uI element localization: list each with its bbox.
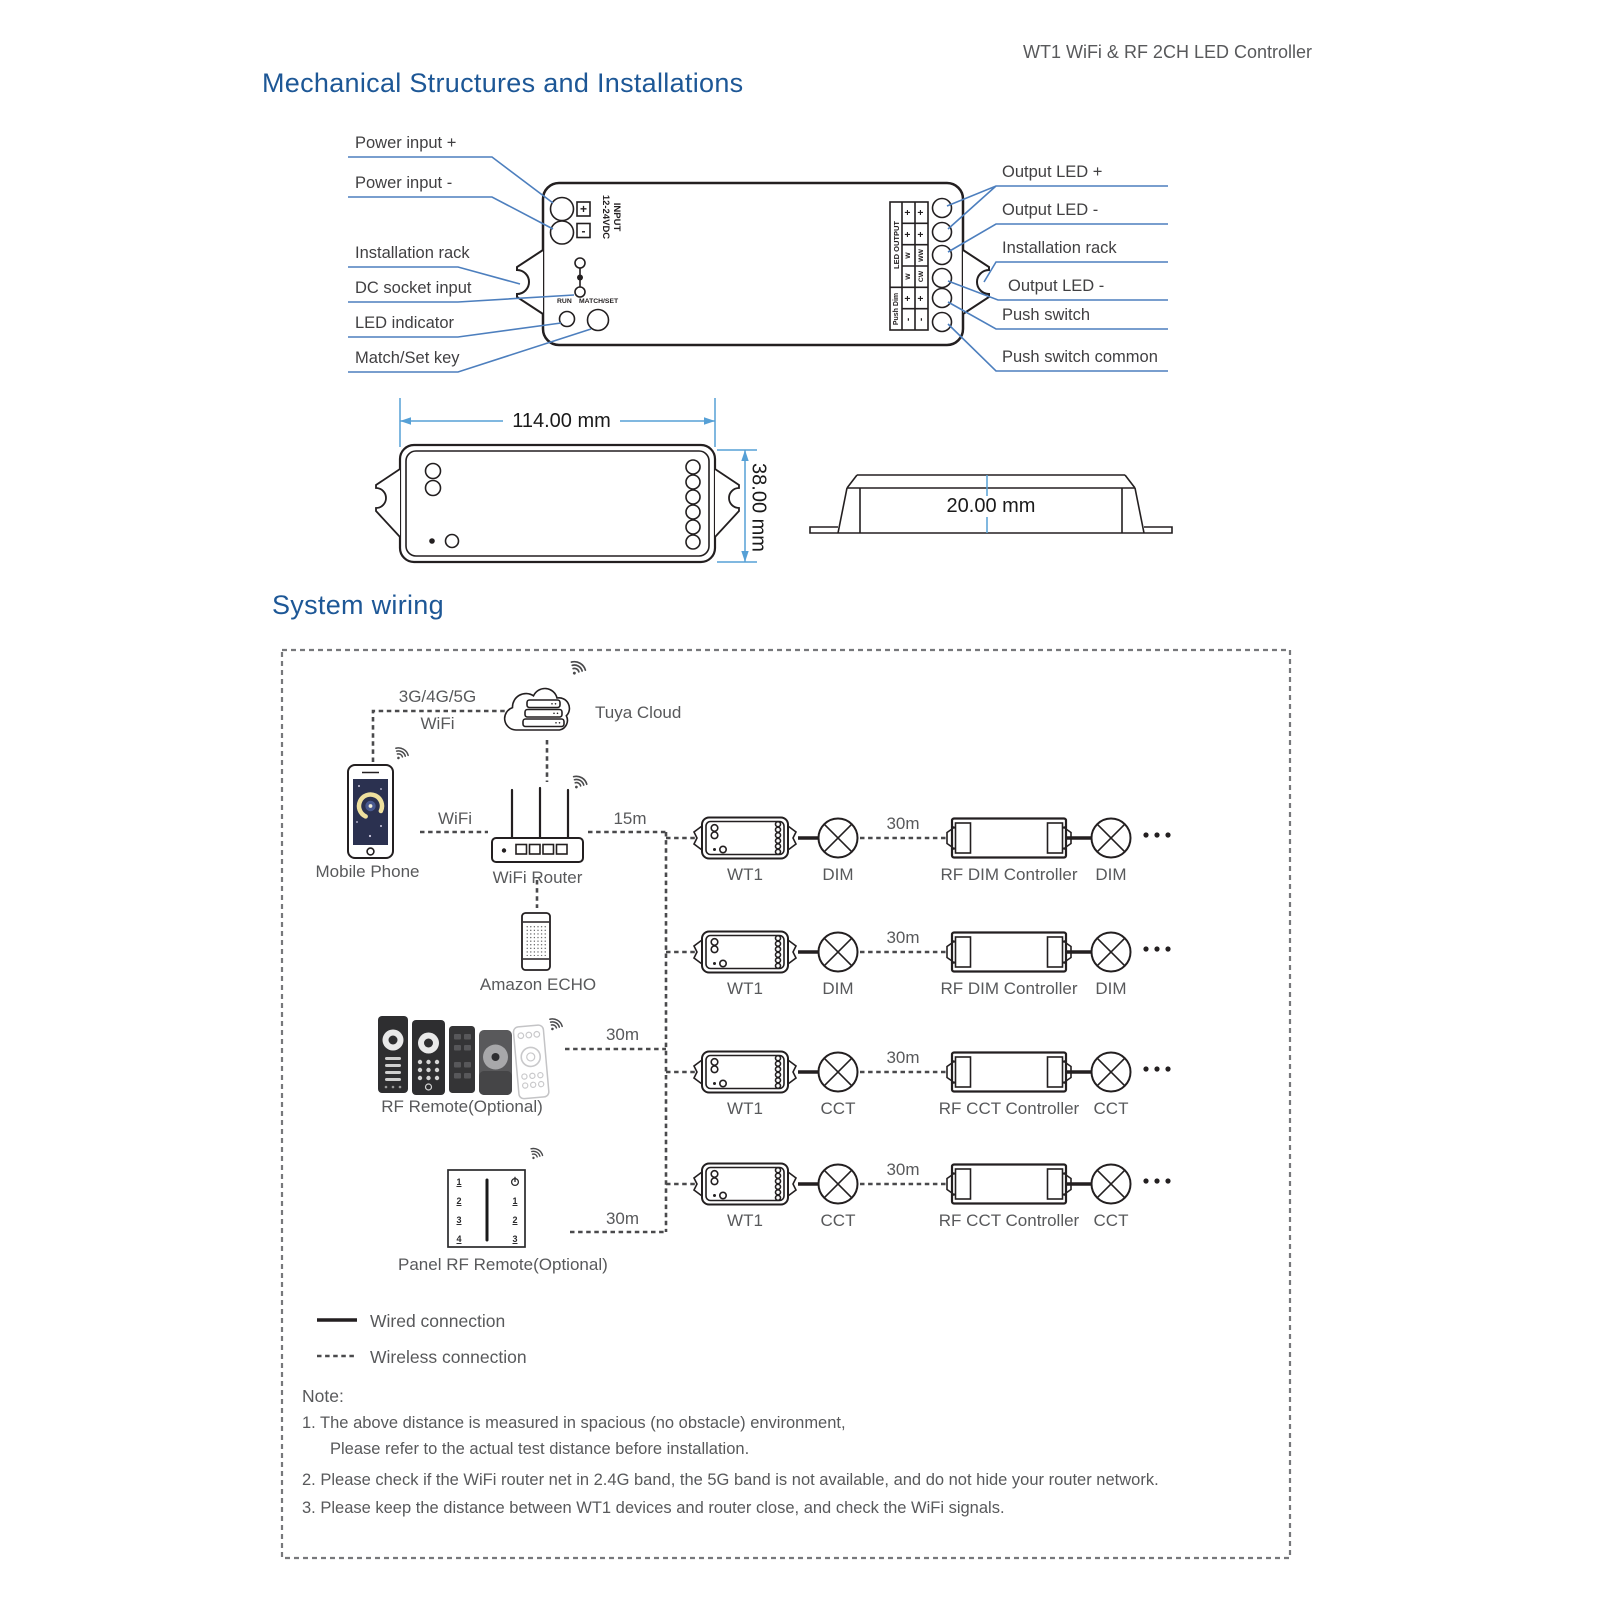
callout-led-indicator: LED indicator [355, 314, 455, 332]
note-title: Note: [302, 1386, 344, 1406]
wt1-label: WT1 [727, 1099, 763, 1118]
terminal-cell: + [903, 295, 914, 302]
wt1-label: WT1 [727, 1211, 763, 1230]
mobile-phone-icon [348, 746, 410, 858]
callout-dc-socket-input: DC socket input [355, 279, 472, 297]
lamp-label: CCT [820, 1211, 856, 1230]
push-dim-label: Push Dim [892, 292, 900, 325]
tuya-cloud-icon [505, 659, 587, 730]
row-distance-label: 30m [886, 1048, 920, 1067]
terminal-cell: + [903, 209, 914, 216]
terminal-cell: W [905, 273, 912, 280]
lamp-label: DIM [1095, 979, 1127, 998]
callout-output-led-minus-2: Output LED - [1008, 277, 1105, 295]
panel-key: 4 [456, 1234, 462, 1244]
lamp-label: CCT [820, 1099, 856, 1118]
terminal-cell: - [916, 317, 927, 322]
panel-key: 3 [456, 1215, 462, 1225]
terminal-cell: WW [918, 249, 925, 262]
terminal-cell: + [916, 209, 927, 216]
page-title: WT1 WiFi & RF 2CH LED Controller [1022, 42, 1312, 62]
tuya-cloud-label: Tuya Cloud [595, 703, 682, 722]
distance-remote-label: 30m [605, 1025, 640, 1044]
lamp-label: CCT [1093, 1099, 1129, 1118]
panel-remote-label: Panel RF Remote(Optional) [398, 1255, 608, 1274]
row-distance-label: 30m [886, 928, 920, 947]
note-line-1: 1. The above distance is measured in spacious (no obstacle) environment, [302, 1414, 846, 1432]
input-plus-sign: + [579, 202, 587, 216]
lamp-label: DIM [1095, 865, 1127, 884]
callout-match-set-key: Match/Set key [355, 349, 460, 367]
panel-key: 2 [456, 1196, 462, 1206]
panel-key: 2 [512, 1215, 518, 1225]
dimension-width: 114.00 mm [512, 410, 611, 432]
note-line-2: Please refer to the actual test distance before installation. [330, 1440, 750, 1458]
controller-label: RF CCT Controller [938, 1211, 1080, 1230]
network-wifi-label: WiFi [420, 714, 455, 733]
rf-remote-label: RF Remote(Optional) [381, 1097, 543, 1116]
run-label: RUN [557, 298, 572, 305]
terminal-cell: - [903, 317, 914, 322]
wt1-label: WT1 [727, 979, 763, 998]
terminal-cell: CW [918, 270, 925, 283]
mechanical-section-title: Mechanical Structures and Installations [262, 68, 744, 98]
network-label: 3G/4G/5G [398, 687, 477, 706]
controller-label: RF DIM Controller [940, 979, 1078, 998]
amazon-echo-icon [522, 913, 550, 970]
rf-remote-icons [378, 1016, 564, 1099]
legend-wireless-label: Wireless connection [370, 1347, 527, 1367]
callout-output-led-plus: Output LED + [1002, 163, 1103, 181]
match-set-label: MATCH/SET [579, 298, 619, 305]
led-output-label: LED OUTPUT [891, 220, 901, 269]
terminal-cell: + [916, 295, 927, 302]
note-line-3: 2. Please check if the WiFi router net in 2.4G band, the 5G band is not available, and do not hide your router network. [302, 1471, 1159, 1489]
wifi-router-label: WiFi Router [492, 868, 583, 887]
lamp-label: CCT [1093, 1211, 1129, 1230]
lamp-label: DIM [822, 979, 854, 998]
input-voltage: 12-24VDC [600, 194, 612, 240]
controller-label: RF CCT Controller [938, 1099, 1080, 1118]
wired-connections [798, 838, 1092, 1184]
panel-key: 1 [456, 1177, 462, 1187]
panel-key: 3 [512, 1234, 518, 1244]
wt1-label: WT1 [727, 865, 763, 884]
input-text: INPUT [611, 202, 622, 232]
input-minus-sign: - [581, 223, 586, 238]
callout-power-input-minus: Power input - [355, 174, 453, 192]
wireless-connections [373, 711, 948, 1232]
callout-installation-rack-left: Installation rack [355, 244, 470, 262]
terminal-cell: W [905, 252, 912, 259]
panel-key: 1 [512, 1196, 518, 1206]
controller-label: RF DIM Controller [940, 865, 1078, 884]
callout-push-switch-common: Push switch common [1002, 348, 1158, 366]
dimension-height: 38.00 mm [747, 463, 770, 552]
lamp-label: DIM [822, 865, 854, 884]
note-line-4: 3. Please keep the distance between WT1 devices and router close, and check the WiFi signals. [302, 1499, 1005, 1517]
callout-push-switch: Push switch [1002, 306, 1091, 324]
input-voltage-label [599, 192, 621, 242]
wifi-router-icon [492, 774, 588, 862]
amazon-echo-label: Amazon ECHO [479, 975, 597, 994]
row-distance-label: 30m [886, 814, 920, 833]
terminal-cell: + [903, 231, 914, 238]
distance-panel-label: 30m [605, 1209, 640, 1228]
legend-samples [317, 1320, 357, 1356]
terminal-cell: + [916, 231, 927, 238]
callout-power-input-plus: Power input + [355, 134, 457, 152]
callout-output-led-minus-1: Output LED - [1002, 201, 1099, 219]
legend-wired-label: Wired connection [370, 1311, 506, 1331]
dimension-depth: 20.00 mm [946, 495, 1036, 517]
wiring-section-title: System wiring [272, 590, 444, 620]
mobile-phone-label: Mobile Phone [315, 862, 420, 881]
row-distance-label: 30m [886, 1160, 920, 1179]
distance-15m-label: 15m [613, 809, 647, 828]
wifi-link-label: WiFi [438, 809, 472, 828]
callout-installation-rack-right: Installation rack [1002, 239, 1117, 257]
